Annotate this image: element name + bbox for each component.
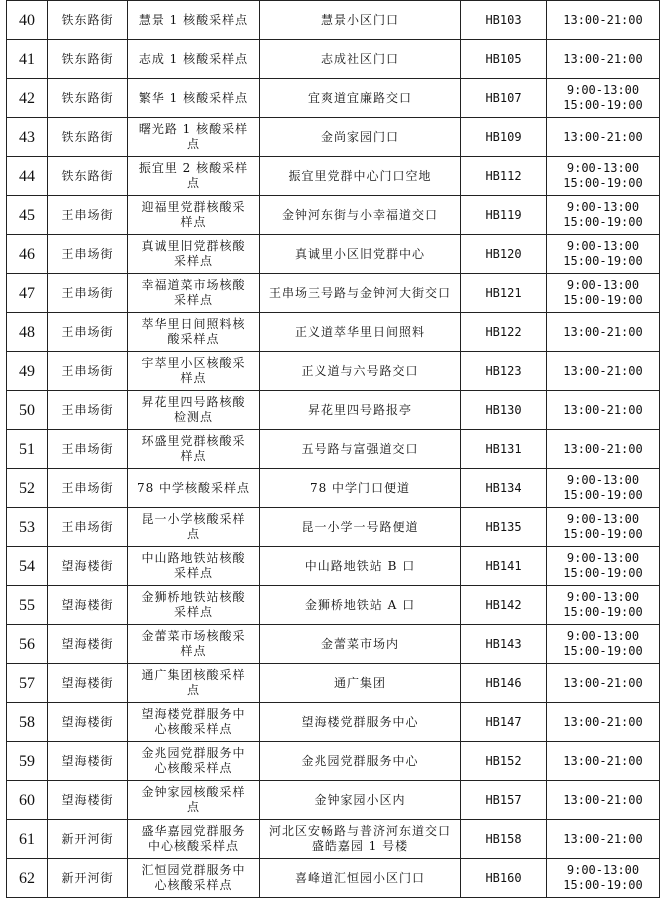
code-cell: HB112 [461,157,547,196]
address-cell-line: 昇花里四号路报亭 [307,402,412,417]
address-cell-line: 中山路地铁站 B 口 [304,558,416,573]
sampling-point-cell-line: 汇恒园党群服务中 [141,863,246,877]
sampling-point-cell [128,1,260,40]
address-cell-line: 昆一小学一号路便道 [301,519,419,534]
sampling-point-cell-line: 心核酸采样点 [154,878,233,892]
hours-cell-line: 15:00-19:00 [563,605,643,619]
row-number: 47 [7,274,48,313]
address-cell [260,625,461,664]
address-cell-line: 78 中学门口便道 [309,480,411,495]
sampling-point-cell-line: 昆一小学核酸采样 [141,512,246,526]
address-cell [260,79,461,118]
address-cell [260,547,461,586]
sampling-point-cell-line: 中心核酸采样点 [147,839,239,853]
address-cell [260,742,461,781]
address-cell [260,118,461,157]
table-row [7,274,660,313]
address-cell [260,703,461,742]
code-cell: HB147 [461,703,547,742]
street-cell: 王串场街 [48,391,128,430]
code-cell: HB134 [461,469,547,508]
hours-cell-line: 9:00-13:00 [566,551,640,565]
address-cell-line: 金蕾菜市场内 [320,636,399,651]
table-row [7,118,660,157]
row-number: 50 [7,391,48,430]
row-number: 61 [7,820,48,859]
hours-cell [547,118,660,157]
table-row [7,1,660,40]
address-cell-line: 志成社区门口 [320,51,399,66]
hours-cell-line: 15:00-19:00 [563,176,643,190]
sampling-point-cell-line: 采样点 [173,605,213,619]
sampling-point-cell [128,430,260,469]
sampling-point-cell [128,469,260,508]
sampling-point-cell-line: 心核酸采样点 [154,761,233,775]
row-number: 55 [7,586,48,625]
address-cell-line: 金钟家园小区内 [314,792,406,807]
hours-cell [547,547,660,586]
sampling-point-cell-line: 酸采样点 [167,332,220,346]
hours-cell [547,196,660,235]
hours-cell-line: 13:00-21:00 [563,363,643,378]
hours-cell [547,664,660,703]
hours-cell-line: 9:00-13:00 [566,161,640,175]
hours-cell [547,157,660,196]
sampling-point-cell-line: 通广集团核酸采样 [141,668,246,682]
hours-cell [547,625,660,664]
hours-cell [547,859,660,898]
street-cell: 望海楼街 [48,742,128,781]
hours-cell [547,235,660,274]
sampling-point-cell-line: 环盛里党群核酸采 [141,434,246,448]
hours-cell-line: 9:00-13:00 [566,512,640,526]
sampling-point-cell-line: 采样点 [173,566,213,580]
street-cell: 王串场街 [48,352,128,391]
address-cell-line: 盛皓嘉园 1 号楼 [311,839,409,853]
address-cell [260,313,461,352]
hours-cell [547,40,660,79]
hours-cell-line: 9:00-13:00 [566,278,640,292]
address-cell [260,820,461,859]
table-row [7,625,660,664]
street-cell: 望海楼街 [48,547,128,586]
row-number: 58 [7,703,48,742]
hours-cell [547,781,660,820]
code-cell: HB146 [461,664,547,703]
sampling-point-cell-line: 金蕾菜市场核酸采 [141,629,246,643]
sampling-point-cell-line: 金钟家园核酸采样 [141,785,246,799]
code-cell: HB141 [461,547,547,586]
row-number: 49 [7,352,48,391]
sampling-point-cell-line: 78 中学核酸采样点 [136,480,251,495]
row-number: 46 [7,235,48,274]
table-row [7,664,660,703]
hours-cell [547,586,660,625]
hours-cell [547,469,660,508]
address-cell-line: 正义道萃华里日间照料 [294,324,425,339]
sampling-point-cell-line: 样点 [180,215,207,229]
code-cell: HB130 [461,391,547,430]
hours-cell [547,391,660,430]
address-cell [260,781,461,820]
code-cell: HB152 [461,742,547,781]
code-cell: HB121 [461,274,547,313]
street-cell: 铁东路街 [48,157,128,196]
row-number: 51 [7,430,48,469]
sampling-point-cell [128,79,260,118]
hours-cell-line: 9:00-13:00 [566,590,640,604]
sampling-points-table [6,0,660,898]
sampling-point-cell-line: 宇萃里小区核酸采 [141,356,246,370]
row-number: 44 [7,157,48,196]
address-cell [260,274,461,313]
hours-cell-line: 13:00-21:00 [563,792,643,807]
hours-cell-line: 15:00-19:00 [563,98,643,112]
code-cell: HB107 [461,79,547,118]
hours-cell-line: 15:00-19:00 [563,566,643,580]
sampling-point-cell-line: 金兆园党群服务中 [141,746,246,760]
code-cell: HB160 [461,859,547,898]
street-cell: 王串场街 [48,196,128,235]
code-cell: HB135 [461,508,547,547]
table-row [7,79,660,118]
address-cell-line: 通广集团 [333,675,386,690]
address-cell-line: 振宜里党群中心门口空地 [288,168,432,183]
code-cell: HB119 [461,196,547,235]
address-cell-line: 真诚里小区旧党群中心 [294,246,425,261]
table-row [7,196,660,235]
hours-cell [547,508,660,547]
sampling-point-cell [128,664,260,703]
street-cell: 望海楼街 [48,625,128,664]
sampling-point-cell-line: 盛华嘉园党群服务 [141,824,246,838]
sampling-point-cell [128,820,260,859]
address-cell-line: 喜峰道汇恒园小区门口 [294,870,425,885]
address-cell-line: 正义道与六号路交口 [301,363,419,378]
hours-cell [547,79,660,118]
row-number: 45 [7,196,48,235]
hours-cell-line: 9:00-13:00 [566,629,640,643]
address-cell [260,508,461,547]
address-cell [260,391,461,430]
street-cell: 铁东路街 [48,79,128,118]
code-cell: HB120 [461,235,547,274]
row-number: 41 [7,40,48,79]
table-row [7,508,660,547]
row-number: 42 [7,79,48,118]
street-cell: 王串场街 [48,469,128,508]
table-body [7,1,660,898]
code-cell: HB157 [461,781,547,820]
hours-cell-line: 13:00-21:00 [563,12,643,27]
table-row [7,157,660,196]
table-row [7,781,660,820]
street-cell: 王串场街 [48,235,128,274]
sampling-point-cell [128,235,260,274]
code-cell: HB103 [461,1,547,40]
hours-cell-line: 15:00-19:00 [563,215,643,229]
code-cell: HB143 [461,625,547,664]
sampling-point-cell [128,391,260,430]
table-row [7,430,660,469]
street-cell: 王串场街 [48,430,128,469]
sampling-point-cell-line: 样点 [180,371,207,385]
address-cell-line: 王串场三号路与金钟河大街交口 [268,285,451,300]
sampling-point-cell [128,586,260,625]
sampling-point-cell-line: 点 [186,137,200,151]
hours-cell [547,352,660,391]
table-row [7,820,660,859]
address-cell-line: 宜爽道宜廉路交口 [307,90,412,105]
row-number: 59 [7,742,48,781]
address-cell [260,235,461,274]
hours-cell-line: 15:00-19:00 [563,488,643,502]
sampling-point-cell-line: 振宜里 2 核酸采样 [138,161,249,175]
street-cell: 铁东路街 [48,1,128,40]
street-cell: 望海楼街 [48,664,128,703]
sampling-point-cell-line: 中山路地铁站核酸 [141,551,246,565]
hours-cell-line: 9:00-13:00 [566,473,640,487]
row-number: 43 [7,118,48,157]
hours-cell-line: 9:00-13:00 [566,239,640,253]
table-row [7,547,660,586]
hours-cell-line: 9:00-13:00 [566,863,640,877]
table-row [7,859,660,898]
row-number: 48 [7,313,48,352]
address-cell [260,586,461,625]
hours-cell-line: 13:00-21:00 [563,441,643,456]
sampling-point-cell [128,703,260,742]
hours-cell [547,820,660,859]
sampling-point-cell [128,118,260,157]
address-cell [260,1,461,40]
sampling-point-cell [128,313,260,352]
sampling-point-cell [128,196,260,235]
address-cell-line: 金狮桥地铁站 A 口 [304,597,416,612]
sampling-point-cell [128,547,260,586]
row-number: 60 [7,781,48,820]
hours-cell-line: 15:00-19:00 [563,878,643,892]
hours-cell-line: 13:00-21:00 [563,675,643,690]
street-cell: 王串场街 [48,274,128,313]
street-cell: 铁东路街 [48,40,128,79]
row-number: 53 [7,508,48,547]
street-cell: 王串场街 [48,313,128,352]
address-cell [260,859,461,898]
code-cell: HB142 [461,586,547,625]
sampling-point-cell-line: 心核酸采样点 [154,722,233,736]
sampling-point-cell-line: 点 [186,176,200,190]
sampling-point-cell-line: 真诚里旧党群核酸 [141,239,246,253]
hours-cell [547,703,660,742]
sampling-point-cell-line: 检测点 [173,410,213,424]
sampling-point-cell-line: 点 [186,683,200,697]
address-cell [260,40,461,79]
address-cell [260,664,461,703]
sampling-point-cell [128,508,260,547]
sampling-point-cell-line: 慧景 1 核酸采样点 [138,12,249,27]
hours-cell-line: 9:00-13:00 [566,200,640,214]
address-cell-line: 河北区安畅路与普济河东道交口 [268,824,451,838]
table-row [7,352,660,391]
street-cell: 新开河街 [48,859,128,898]
sampling-point-cell-line: 幸福道菜市场核酸 [141,278,246,292]
sampling-point-cell [128,352,260,391]
address-cell [260,196,461,235]
table-row [7,469,660,508]
sampling-point-cell-line: 点 [186,800,200,814]
sampling-point-cell-line: 采样点 [173,254,213,268]
sampling-point-cell-line: 志成 1 核酸采样点 [138,51,249,66]
sampling-point-cell-line: 点 [186,527,200,541]
hours-cell-line: 13:00-21:00 [563,831,643,846]
sampling-point-cell-line: 金狮桥地铁站核酸 [141,590,246,604]
sampling-point-cell [128,40,260,79]
table-row [7,40,660,79]
address-cell-line: 望海楼党群服务中心 [301,714,419,729]
street-cell: 新开河街 [48,820,128,859]
hours-cell [547,742,660,781]
sampling-point-cell [128,781,260,820]
sampling-point-cell-line: 采样点 [173,293,213,307]
sampling-point-cell-line: 萃华里日间照料核 [141,317,246,331]
table-row [7,313,660,352]
address-cell-line: 金尚家园门口 [320,129,399,144]
table-row [7,742,660,781]
hours-cell-line: 15:00-19:00 [563,527,643,541]
address-cell-line: 五号路与富强道交口 [301,441,419,456]
code-cell: HB109 [461,118,547,157]
code-cell: HB122 [461,313,547,352]
address-cell [260,352,461,391]
table-row [7,703,660,742]
row-number: 62 [7,859,48,898]
hours-cell-line: 13:00-21:00 [563,402,643,417]
address-cell-line: 金钟河东街与小幸福道交口 [281,207,438,222]
hours-cell-line: 13:00-21:00 [563,129,643,144]
code-cell: HB123 [461,352,547,391]
sampling-point-cell-line: 望海楼党群服务中 [141,707,246,721]
code-cell: HB158 [461,820,547,859]
code-cell: HB131 [461,430,547,469]
hours-cell-line: 13:00-21:00 [563,51,643,66]
row-number: 54 [7,547,48,586]
sampling-point-cell-line: 繁华 1 核酸采样点 [138,90,249,105]
row-number: 56 [7,625,48,664]
hours-cell-line: 15:00-19:00 [563,254,643,268]
hours-cell-line: 9:00-13:00 [566,83,640,97]
address-cell [260,430,461,469]
address-cell-line: 慧景小区门口 [320,12,399,27]
hours-cell-line: 15:00-19:00 [563,644,643,658]
hours-cell [547,1,660,40]
table-row [7,586,660,625]
table-row [7,391,660,430]
code-cell: HB105 [461,40,547,79]
hours-cell [547,430,660,469]
sampling-point-cell [128,157,260,196]
street-cell: 望海楼街 [48,586,128,625]
sampling-point-cell-line: 昇花里四号路核酸 [141,395,246,409]
hours-cell-line: 13:00-21:00 [563,714,643,729]
hours-cell [547,274,660,313]
hours-cell-line: 13:00-21:00 [563,753,643,768]
address-cell [260,157,461,196]
street-cell: 望海楼街 [48,703,128,742]
sampling-point-cell-line: 样点 [180,449,207,463]
address-cell-line: 金兆园党群服务中心 [301,753,419,768]
hours-cell [547,313,660,352]
sampling-point-cell-line: 迎福里党群核酸采 [141,200,246,214]
street-cell: 望海楼街 [48,781,128,820]
hours-cell-line: 15:00-19:00 [563,293,643,307]
row-number: 52 [7,469,48,508]
sampling-point-cell [128,274,260,313]
row-number: 57 [7,664,48,703]
sampling-point-cell-line: 曙光路 1 核酸采样 [138,122,249,136]
sampling-point-cell [128,742,260,781]
address-cell [260,469,461,508]
hours-cell-line: 13:00-21:00 [563,324,643,339]
sampling-point-cell [128,625,260,664]
sampling-point-cell [128,859,260,898]
sampling-point-cell-line: 样点 [180,644,207,658]
table-row [7,235,660,274]
row-number: 40 [7,1,48,40]
street-cell: 铁东路街 [48,118,128,157]
street-cell: 王串场街 [48,508,128,547]
